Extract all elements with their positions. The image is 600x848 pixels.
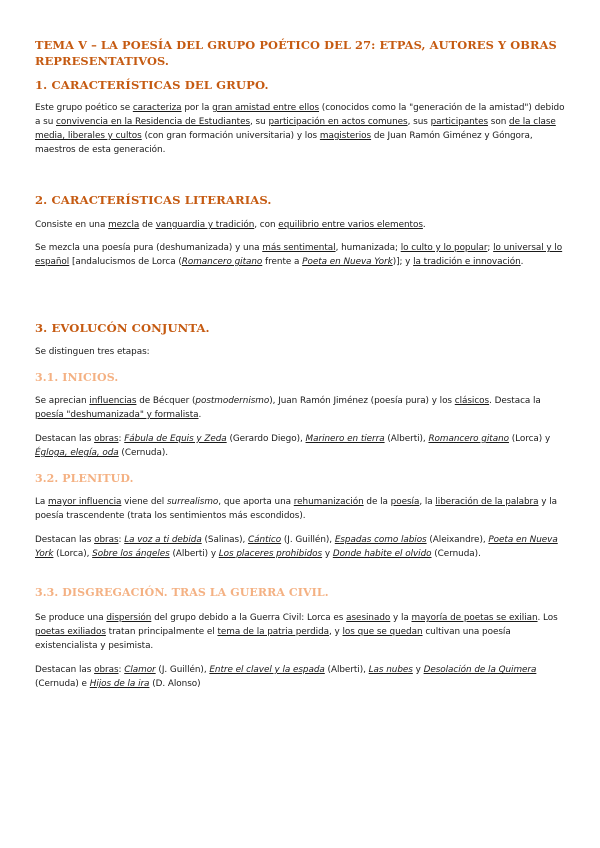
text-run: (Cernuda). [118, 448, 168, 458]
emphasized-text: gran amistad entre ellos [212, 103, 320, 113]
text-run: del grupo debido a la Guerra Civil: Lorca es [151, 613, 347, 623]
text-run: postmodernismo [195, 396, 270, 406]
emphasized-text: Romancero gitano [181, 257, 263, 267]
text-run: . Destaca la [489, 396, 541, 406]
text-run: , que aporta una [218, 497, 294, 507]
document-title: TEMA V – LA POESÍA DEL GRUPO POÉTICO DEL 27: ETPAS, AUTORES Y OBRAS REPRESENTATIVOS. [35, 38, 557, 68]
text-run: de [139, 220, 156, 230]
text-run: (Salinas), [201, 535, 249, 545]
text-run: (Alberti), [324, 665, 369, 675]
section-1-paragraph [35, 101, 567, 157]
emphasized-text: Cántico [248, 535, 282, 545]
emphasized-text: Égloga, elegía, oda [35, 448, 119, 458]
emphasized-text: Las nubes [368, 665, 413, 675]
text-run: Se mezcla una poesía pura (deshumanizada) y una [35, 243, 263, 253]
emphasized-text: Marinero en tierra [305, 434, 385, 444]
text-run: y [412, 665, 424, 675]
text-run: , su [250, 117, 269, 127]
section-2-paragraph-2 [35, 241, 567, 269]
emphasized-text: tema de la patria perdida [217, 627, 330, 637]
emphasized-text: poesía [390, 497, 420, 507]
text-run: (Lorca), [53, 549, 93, 559]
emphasized-text: poetas exiliados [35, 627, 106, 637]
emphasized-text: equilibrio entre varios elementos [278, 220, 423, 230]
emphasized-text: Donde habite el olvido [332, 549, 432, 559]
emphasized-text: mezcla [108, 220, 140, 230]
section-3-heading: 3. EVOLUCÓN CONJUNTA. [35, 321, 210, 335]
emphasized-text: liberación de la palabra [435, 497, 539, 507]
text-run: y la [390, 613, 412, 623]
text-run: (Alberti), [384, 434, 429, 444]
emphasized-text: mayor influencia [48, 497, 122, 507]
emphasized-text: influencias [89, 396, 137, 406]
text-run: Este grupo poético se [35, 103, 133, 113]
text-run: Consiste en una [35, 220, 109, 230]
text-run: (con gran formación universitaria) y los [141, 131, 320, 141]
text-run: por la [181, 103, 213, 113]
text-run: tratan principalmente el [105, 627, 218, 637]
text-run: La [35, 497, 49, 507]
text-run: (Alberti) y [169, 549, 219, 559]
text-run: (Cernuda). [431, 549, 481, 559]
text-run: (Aleixandre), [426, 535, 489, 545]
emphasized-text: asesinado [346, 613, 391, 623]
text-run: , y [329, 627, 343, 637]
emphasized-text: obras [94, 535, 119, 545]
emphasized-text: lo universal y lo español [35, 243, 563, 267]
text-run: , la [419, 497, 436, 507]
text-run: . [198, 410, 202, 420]
emphasized-text: clásicos [454, 396, 490, 406]
text-run: Se produce una [35, 613, 107, 623]
subsection-3-1-paragraph-1 [35, 394, 567, 422]
emphasized-text: participantes [430, 117, 489, 127]
text-run: , sus [407, 117, 431, 127]
emphasized-text: participación en actos comunes [268, 117, 408, 127]
text-run: Destacan las [35, 535, 95, 545]
text-run: (J. Guillén), [281, 535, 335, 545]
emphasized-text: convivencia en la Residencia de Estudiantes [56, 117, 251, 127]
text-run: y la poesía trascendente (trata los sentimientos más escondidos). [35, 497, 557, 521]
emphasized-text: la tradición e innovación [413, 257, 521, 267]
section-2-heading: 2. CARACTERÍSTICAS LITERARIAS. [35, 193, 272, 207]
emphasized-text: Poeta en Nueva York [302, 257, 393, 267]
section-1-heading: 1. CARACTERÍSTICAS DEL GRUPO. [35, 78, 269, 92]
emphasized-text: Sobre los ángeles [92, 549, 170, 559]
text-run: : [118, 535, 125, 545]
text-run: cultivan una poesía existencialista y pesimista. [35, 627, 511, 651]
emphasized-text: poesía "deshumanizada" y formalista [35, 410, 199, 420]
subsection-3-2-heading: 3.2. PLENITUD. [35, 472, 134, 485]
text-run: . [520, 257, 524, 267]
emphasized-text: Los placeres prohibidos [218, 549, 323, 559]
text-run: : [118, 434, 125, 444]
emphasized-text: obras [94, 434, 119, 444]
text-run: , con [254, 220, 279, 230]
emphasized-text: Fábula de Equis y Zeda [124, 434, 227, 444]
section-2-paragraph-1 [35, 218, 567, 232]
text-run: (Gerardo Diego), [226, 434, 306, 444]
text-run: . [422, 220, 426, 230]
text-run: ), Juan Ramón Jiménez (poesía pura) y los [269, 396, 455, 406]
text-run: (Lorca) y [508, 434, 551, 444]
text-run: Se aprecian [35, 396, 90, 406]
text-run: de Bécquer ( [136, 396, 196, 406]
emphasized-text: La voz a ti debida [124, 535, 202, 545]
subsection-3-1-paragraph-2 [35, 432, 567, 460]
text-run: ; [487, 243, 494, 253]
emphasized-text: mayoría de poetas se exilian [411, 613, 538, 623]
text-run: . Los [537, 613, 558, 623]
text-run: [andalucismos de Lorca ( [69, 257, 182, 267]
text-run: de Juan Ramón Giménez y Góngora, maestros de esta generación. [35, 131, 533, 155]
emphasized-text: más sentimental [262, 243, 336, 253]
text-run: surrealismo [166, 497, 219, 507]
emphasized-text: rehumanización [293, 497, 364, 507]
text-run: Destacan las [35, 665, 95, 675]
section-3-intro: Se distinguen tres etapas: [35, 347, 150, 357]
emphasized-text: Desolación de la Quimera [423, 665, 537, 675]
emphasized-text: caracteriza [132, 103, 182, 113]
text-run: son [488, 117, 510, 127]
subsection-3-3-paragraph-2 [35, 663, 567, 691]
subsection-3-2-paragraph-2 [35, 533, 567, 561]
text-run: (D. Alonso) [149, 679, 201, 689]
emphasized-text: vanguardia y tradición [155, 220, 255, 230]
text-run: : [118, 665, 125, 675]
text-run: Destacan las [35, 434, 95, 444]
text-run: (Cernuda) e [35, 679, 90, 689]
emphasized-text: los que se quedan [342, 627, 423, 637]
emphasized-text: Romancero gitano [428, 434, 509, 444]
text-run: viene del [121, 497, 167, 507]
emphasized-text: lo culto y lo popular [400, 243, 488, 253]
subsection-3-2-paragraph-1 [35, 495, 567, 523]
text-run: y [322, 549, 333, 559]
emphasized-text: de la clase media, liberales y cultos [35, 117, 556, 141]
subsection-3-3-heading: 3.3. DISGREGACIÓN. TRAS LA GUERRA CIVIL. [35, 586, 329, 599]
emphasized-text: Entre el clavel y la espada [209, 665, 325, 675]
emphasized-text: dispersión [106, 613, 152, 623]
subsection-3-1-heading: 3.1. INICIOS. [35, 371, 119, 384]
emphasized-text: Espadas como labios [334, 535, 427, 545]
text-run: (conocidos como la "generación de la amistad") debido a su [35, 103, 565, 127]
text-run: )]; y [392, 257, 414, 267]
text-run: (J. Guillén), [155, 665, 210, 675]
emphasized-text: Clamor [124, 665, 156, 675]
text-run: frente a [262, 257, 303, 267]
emphasized-text: obras [94, 665, 119, 675]
text-run: , humanizada; [335, 243, 401, 253]
subsection-3-3-paragraph-1 [35, 611, 567, 653]
emphasized-text: Hijos de la ira [89, 679, 150, 689]
emphasized-text: Poeta en Nueva York [35, 535, 558, 559]
emphasized-text: magisterios [319, 131, 372, 141]
text-run: de la [363, 497, 391, 507]
